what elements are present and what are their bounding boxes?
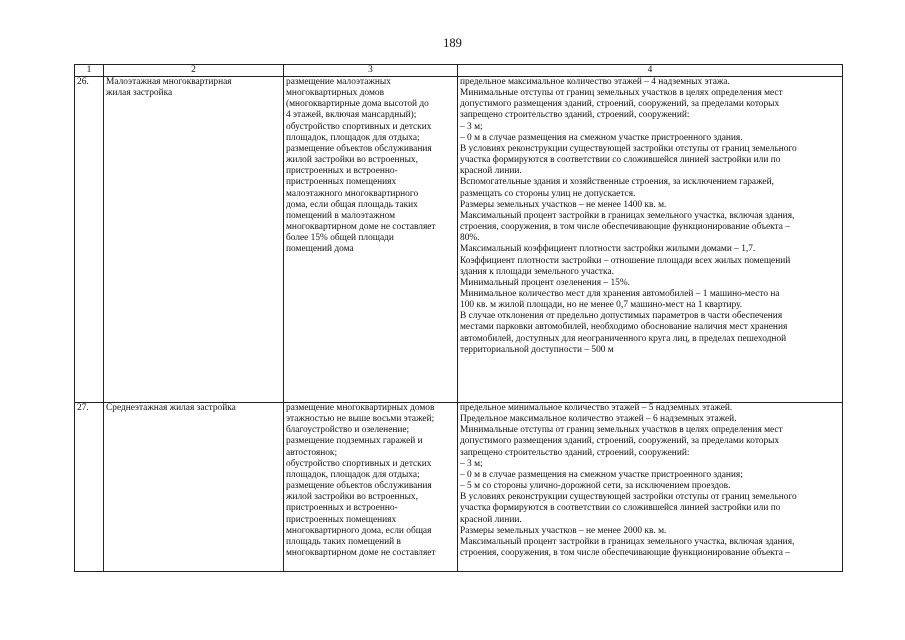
row-number: 27. xyxy=(75,403,104,572)
row-number: 26. xyxy=(75,77,104,403)
column-header-4: 4 xyxy=(458,65,843,77)
column-header-1: 1 xyxy=(75,65,104,77)
land-use-description: размещение малоэтажных многоквартирных домов (многоквартирные дома высотой до 4 этажей, включая мансардный); обустройство спортивных и детских площадок, площадок для отдыха; размещение объектов обслуживания жилой застройки во встроенных, пристроенных и встроенно- пристроенных помещениях малоэтажного многоквартирного дома, если общая площадь таких помещений в малоэтажном многоквартирном доме не составляет более 15% общей площади помещений дома xyxy=(284,77,458,403)
land-use-parameters: предельное минимальное количество этажей – 5 надземных этажей. Предельное максимальное количество этажей – 6 надземных этажей. Минимальные отступы от границ земельных участков в целях определения мест допустимого размещения зданий, строений, сооружений, за пределами которых запрещено строительство зданий, строений, сооружений: – 3 м; – 0 м в случае размещения на смежном участке пристроенного здания; – 5 м со стороны улично-дорожной сети, за исключением проездов. В условиях реконструкции существующей застройки отступы от границ земельного участка формируются в соответствии со сложившейся линией застройки или по красной линии. Размеры земельных участков – не менее 2000 кв. м. Максимальный процент застройки в границах земельного участка, включая здания, строения, сооружения, в том числе обеспечивающие функционирование объекта – xyxy=(458,403,843,572)
land-use-name: Малоэтажная многоквартирная жилая застройка xyxy=(104,77,284,403)
table-header-row xyxy=(75,65,843,77)
land-use-name: Среднеэтажная жилая застройка xyxy=(104,403,284,572)
land-use-parameters: предельное максимальное количество этажей – 4 надземных этажа. Минимальные отступы от границ земельных участков в целях определения мест допустимого размещения зданий, строений, сооружений, за пределами которых запрещено строительство зданий, строений, сооружений: – 3 м; – 0 м в случае размещения на смежном участке пристроенного здания. В условиях реконструкции существующей застройки отступы от границ земельного участка формируются в соответствии со сложившейся линией застройки или по красной линии. Вспомогательные здания и хозяйственные строения, за исключением гаражей, размещать со стороны улиц не допускается. Размеры земельных участков – не менее 1400 кв. м. Максимальный процент застройки в границах земельного участка, включая здания, строения, сооружения, в том числе обеспечивающие функционирование объекта – 80%. Максимальный коэффициент плотности застройки жилыми домами – 1,7. Коэффициент плотности застройки – отношение площади всех жилых помещений здания к площади земельного участка. Минимальный процент озеленения – 15%. Минимальное количество мест для хранения автомобилей – 1 машино-место на 100 кв. м жилой площади, но не менее 0,7 машино-мест на 1 квартиру. В случае отклонения от предельно допустимых параметров в части обеспечения местами парковки автомобилей, необходимо обоснование наличия мест хранения автомобилей, доступных для неограниченного круга лиц, в пределах пешеходной территориальной доступности – 500 м xyxy=(458,77,843,403)
column-header-2: 2 xyxy=(104,65,284,77)
table-row xyxy=(75,403,843,572)
page-number: 189 xyxy=(443,36,462,50)
land-use-description: размещение многоквартирных домов этажностью не выше восьми этажей; благоустройство и озеленение; размещение подземных гаражей и автостоянок; обустройство спортивных и детских площадок, площадок для отдыха; размещение объектов обслуживания жилой застройки во встроенных, пристроенных и встроенно- пристроенных помещениях многоквартирного дома, если общая площадь таких помещений в многоквартирном доме не составляет xyxy=(284,403,458,572)
table-row xyxy=(75,77,843,403)
land-use-table xyxy=(74,64,843,572)
column-header-3: 3 xyxy=(284,65,458,77)
